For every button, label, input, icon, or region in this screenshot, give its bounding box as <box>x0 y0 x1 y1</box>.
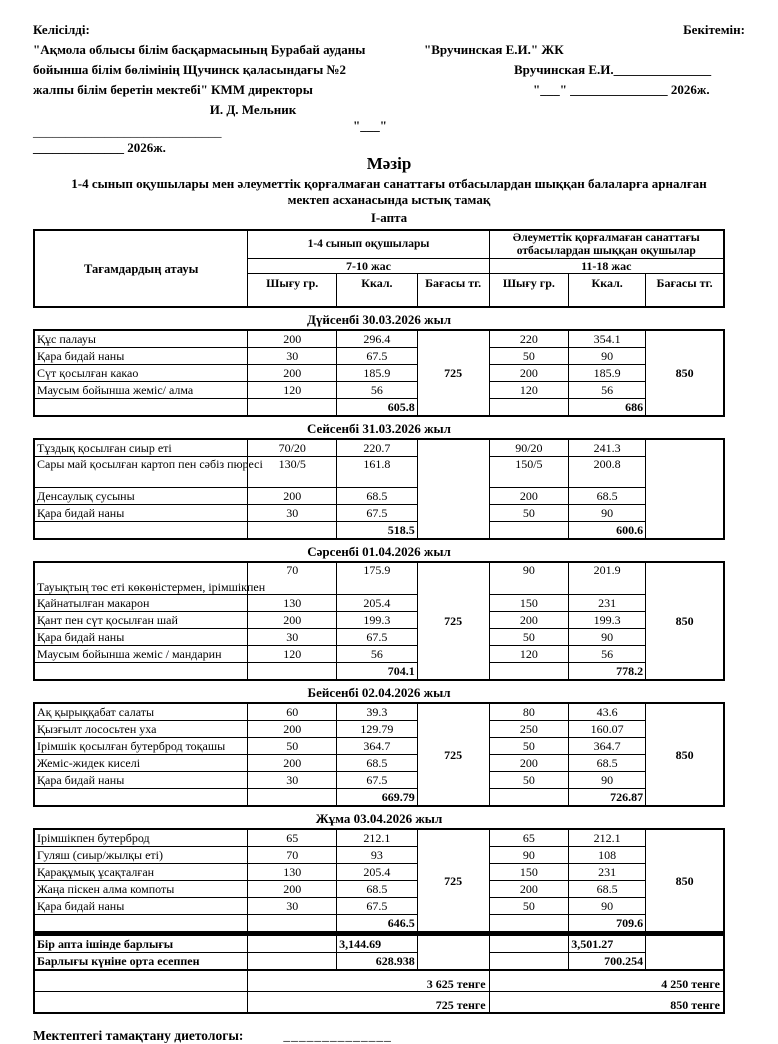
kcal-cell: 68.5 <box>569 755 646 772</box>
out-cell: 65 <box>248 829 337 847</box>
menu-content <box>33 229 725 1014</box>
kcal-cell: 205.4 <box>337 595 418 612</box>
out-column-header: Шығу гр. <box>248 274 337 308</box>
out-cell: 200 <box>248 488 337 505</box>
director-name: И. Д. Мельник <box>209 102 297 117</box>
empty-cell <box>248 953 337 971</box>
out-cell: 200 <box>248 721 337 738</box>
out-cell: 30 <box>248 772 337 789</box>
date-quote-marks: "___" <box>353 118 387 133</box>
day-total-cell: 686 <box>569 399 646 417</box>
kcal-cell: 354.1 <box>569 330 646 348</box>
out-cell: 200 <box>489 365 569 382</box>
week-price-row <box>34 970 724 992</box>
dish-row <box>34 629 724 646</box>
day-title: Сейсенбі 31.03.2026 жыл <box>307 421 451 436</box>
week-total-row <box>34 935 724 953</box>
day-section <box>33 421 725 540</box>
out-cell: 30 <box>248 505 337 522</box>
out-cell: 250 <box>489 721 569 738</box>
out-cell: 70/20 <box>248 439 337 457</box>
out-cell: 120 <box>489 382 569 399</box>
kcal-cell: 241.3 <box>569 439 646 457</box>
kcal-cell: 67.5 <box>337 772 418 789</box>
dish-row <box>34 646 724 663</box>
dish-row <box>34 829 724 847</box>
kcal-cell: 56 <box>337 646 418 663</box>
subtitle-line-2: мектеп асханасында ыстық тамақ <box>287 192 491 207</box>
kcal-cell: 175.9 <box>337 562 418 595</box>
empty-cell <box>34 663 248 681</box>
day-price-2: 850 тенге <box>489 992 724 1014</box>
out-cell: 200 <box>248 365 337 382</box>
dish-name-cell: Маусым бойынша жеміс / мандарин <box>34 646 248 663</box>
out-cell: 200 <box>248 612 337 629</box>
age1-header: 7-10 жас <box>248 259 489 274</box>
dish-name-cell: Жаңа піскен алма компоты <box>34 881 248 898</box>
day-title: Бейсенбі 02.04.2026 жыл <box>307 685 451 700</box>
kcal-cell: 56 <box>569 382 646 399</box>
summary-table <box>33 933 725 1014</box>
out-cell: 30 <box>248 898 337 915</box>
menu-header-table <box>33 229 725 308</box>
out-cell: 50 <box>489 629 569 646</box>
approved-label: Бекітемін: <box>683 22 745 37</box>
daily-average-kcal-2: 700.254 <box>569 953 646 971</box>
dish-name-cell: Қант пен сүт қосылған шай <box>34 612 248 629</box>
dish-row <box>34 864 724 881</box>
kcal-cell: 68.5 <box>569 881 646 898</box>
out-cell: 200 <box>489 488 569 505</box>
footer <box>33 1028 778 1044</box>
price-cell <box>646 439 724 539</box>
dish-name-cell: Ірімшік қосылған бутерброд тоқашы <box>34 738 248 755</box>
group-header-row <box>34 230 724 259</box>
day-menu-table <box>33 561 725 681</box>
price-cell <box>417 439 489 539</box>
out-cell: 65 <box>489 829 569 847</box>
week-total-kcal-1: 3,144.69 <box>337 935 418 953</box>
kcal-cell: 231 <box>569 595 646 612</box>
kcal-cell: 231 <box>569 864 646 881</box>
dietitian-label: Мектептегі тамақтану диетологы: <box>33 1028 244 1043</box>
out-cell: 200 <box>248 330 337 348</box>
day-total-cell: 704.1 <box>337 663 418 681</box>
org-name-line1: "Ақмола облысы білім басқармасының Бурабай ауданы <box>33 42 366 57</box>
agreed-signature-line: _____________________________ <box>33 124 222 139</box>
day-menu-table <box>33 329 725 417</box>
day-total-cell: 778.2 <box>569 663 646 681</box>
price-column-header: Бағасы тг. <box>417 274 489 308</box>
daily-average-row <box>34 953 724 971</box>
price-column-header-2: Бағасы тг. <box>646 274 724 308</box>
day-total-row <box>34 399 724 417</box>
dish-name-cell: Қара бидай наны <box>34 772 248 789</box>
out-column-header-2: Шығу гр. <box>489 274 569 308</box>
daily-average-kcal-1: 628.938 <box>337 953 418 971</box>
kcal-column-header-2: Ккал. <box>569 274 646 308</box>
dish-row <box>34 881 724 898</box>
out-cell: 220 <box>489 330 569 348</box>
day-total-cell: 709.6 <box>569 915 646 933</box>
price-cell: 725 <box>417 703 489 806</box>
kcal-cell: 68.5 <box>569 488 646 505</box>
empty-cell <box>34 915 248 933</box>
dish-row <box>34 365 724 382</box>
kcal-cell: 56 <box>337 382 418 399</box>
out-cell: 30 <box>248 629 337 646</box>
week-total-label: Бір апта ішінде барлығы <box>34 935 248 953</box>
empty-cell <box>489 522 569 540</box>
week-price-1: 3 625 тенге <box>248 970 489 992</box>
kcal-cell: 67.5 <box>337 348 418 365</box>
org-name-line2: бойынша білім бөлімінің Щучинск қаласындағы №2 <box>33 62 347 77</box>
day-price-row <box>34 992 724 1014</box>
kcal-cell: 161.8 <box>337 457 418 488</box>
day-price-1: 725 тенге <box>248 992 489 1014</box>
dish-row <box>34 330 724 348</box>
empty-cell <box>248 663 337 681</box>
dish-row <box>34 382 724 399</box>
dish-row <box>34 439 724 457</box>
price-cell: 725 <box>417 562 489 680</box>
empty-cell <box>248 915 337 933</box>
empty-cell <box>489 663 569 681</box>
kcal-cell: 90 <box>569 629 646 646</box>
day-section <box>33 685 725 807</box>
out-cell: 50 <box>489 505 569 522</box>
day-menu-table <box>33 702 725 807</box>
out-cell: 30 <box>248 348 337 365</box>
kcal-cell: 199.3 <box>337 612 418 629</box>
dish-name-cell: Қара бидай наны <box>34 505 248 522</box>
kcal-cell: 199.3 <box>569 612 646 629</box>
day-blocks <box>33 312 725 933</box>
day-title: Жұма 03.04.2026 жыл <box>315 811 443 826</box>
kcal-cell: 90 <box>569 505 646 522</box>
empty-cell <box>248 399 337 417</box>
dish-name-cell: Тұздық қосылған сиыр еті <box>34 439 248 457</box>
out-cell: 50 <box>489 772 569 789</box>
dish-name-cell: Маусым бойынша жеміс/ алма <box>34 382 248 399</box>
out-cell: 150 <box>489 595 569 612</box>
group2-header: Әлеуметтік қорғалмаған санаттағы отбасылардан шыққан оқушылар <box>489 230 724 259</box>
out-cell: 200 <box>248 755 337 772</box>
dish-row <box>34 703 724 721</box>
kcal-cell: 68.5 <box>337 881 418 898</box>
empty-cell <box>34 399 248 417</box>
out-cell: 70 <box>248 847 337 864</box>
kcal-cell: 160.07 <box>569 721 646 738</box>
dish-name-cell: Ірімшікпен бутерброд <box>34 829 248 847</box>
dish-name-cell: Қайнатылған макарон <box>34 595 248 612</box>
day-menu-table <box>33 438 725 540</box>
kcal-cell: 67.5 <box>337 629 418 646</box>
day-total-cell: 600.6 <box>569 522 646 540</box>
out-cell: 200 <box>248 881 337 898</box>
out-cell: 120 <box>248 646 337 663</box>
kcal-cell: 56 <box>569 646 646 663</box>
out-cell: 50 <box>489 738 569 755</box>
out-cell: 90/20 <box>489 439 569 457</box>
dish-row <box>34 772 724 789</box>
empty-cell <box>489 915 569 933</box>
kcal-cell: 68.5 <box>337 488 418 505</box>
page-title: Мәзір <box>366 154 412 173</box>
price-cell: 725 <box>417 829 489 932</box>
empty-cell <box>34 522 248 540</box>
dish-name-cell: Ақ қырыққабат салаты <box>34 703 248 721</box>
kcal-cell: 108 <box>569 847 646 864</box>
out-cell: 50 <box>489 348 569 365</box>
empty-cell <box>489 789 569 807</box>
dish-row <box>34 612 724 629</box>
dish-row <box>34 721 724 738</box>
day-total-row <box>34 663 724 681</box>
price-cell: 850 <box>646 562 724 680</box>
empty-price-cell <box>417 935 489 971</box>
dish-name-cell: Гуляш (сиыр/жылқы еті) <box>34 847 248 864</box>
kcal-cell: 212.1 <box>569 829 646 847</box>
approver-company: "Вручинская Е.И." ЖК <box>424 42 564 57</box>
kcal-cell: 185.9 <box>569 365 646 382</box>
empty-cell <box>34 992 248 1014</box>
empty-price-cell <box>646 935 724 971</box>
empty-cell <box>34 789 248 807</box>
kcal-cell: 200.8 <box>569 457 646 488</box>
dish-name-cell: Қызғылт лососьтен уха <box>34 721 248 738</box>
out-cell: 80 <box>489 703 569 721</box>
day-section <box>33 312 725 417</box>
kcal-cell: 201.9 <box>569 562 646 595</box>
agreed-date-line: ______________ 2026ж. <box>33 140 166 155</box>
day-section <box>33 544 725 681</box>
out-cell: 120 <box>248 382 337 399</box>
out-cell: 130/5 <box>248 457 337 488</box>
day-total-cell: 605.8 <box>337 399 418 417</box>
out-cell: 200 <box>489 612 569 629</box>
out-cell: 70 <box>248 562 337 595</box>
kcal-cell: 220.7 <box>337 439 418 457</box>
day-total-row <box>34 789 724 807</box>
empty-cell <box>489 935 569 953</box>
price-cell: 850 <box>646 703 724 806</box>
kcal-cell: 90 <box>569 898 646 915</box>
out-cell: 90 <box>489 562 569 595</box>
dish-row <box>34 488 724 505</box>
subtitle-line-1: 1-4 сынып оқушылары мен әлеуметтік қорғалмаған санаттағы отбасылардан шыққан балаларға арналған <box>71 176 707 191</box>
dish-row <box>34 898 724 915</box>
kcal-cell: 90 <box>569 772 646 789</box>
dish-row <box>34 505 724 522</box>
day-total-row <box>34 522 724 540</box>
day-section <box>33 811 725 933</box>
kcal-cell: 296.4 <box>337 330 418 348</box>
price-cell: 850 <box>646 829 724 932</box>
dish-name-cell: Қара бидай наны <box>34 348 248 365</box>
dish-row <box>34 847 724 864</box>
dish-row <box>34 562 724 595</box>
day-total-cell: 646.5 <box>337 915 418 933</box>
price-cell: 850 <box>646 330 724 416</box>
dish-name-cell: Тауықтың төс еті көкөністермен, ірімшікпен <box>34 562 248 595</box>
age2-header: 11-18 жас <box>489 259 724 274</box>
kcal-cell: 67.5 <box>337 898 418 915</box>
out-cell: 150 <box>489 864 569 881</box>
group1-header: 1-4 сынып оқушылары <box>248 230 489 259</box>
out-cell: 200 <box>489 755 569 772</box>
dish-name-cell: Сары май қосылған картоп пен сәбіз пюресі <box>34 457 248 488</box>
week-label: І-апта <box>370 210 408 225</box>
price-cell: 725 <box>417 330 489 416</box>
approver-signature-line: Вручинская Е.И._______________ <box>514 62 712 77</box>
dietitian-signature-line: ______________ <box>283 1028 392 1043</box>
day-total-cell: 669.79 <box>337 789 418 807</box>
out-cell: 130 <box>248 864 337 881</box>
dish-row <box>34 755 724 772</box>
out-cell: 60 <box>248 703 337 721</box>
kcal-cell: 205.4 <box>337 864 418 881</box>
out-cell: 90 <box>489 847 569 864</box>
empty-cell <box>34 970 248 992</box>
week-total-kcal-2: 3,501.27 <box>569 935 646 953</box>
kcal-cell: 185.9 <box>337 365 418 382</box>
agreed-label: Келісілді: <box>33 22 90 37</box>
day-total-cell: 518.5 <box>337 522 418 540</box>
out-cell: 50 <box>248 738 337 755</box>
dish-row <box>34 738 724 755</box>
dish-name-cell: Құс палауы <box>34 330 248 348</box>
day-title: Сәрсенбі 01.04.2026 жыл <box>307 544 451 559</box>
out-cell: 150/5 <box>489 457 569 488</box>
dish-name-cell: Жеміс-жидек киселі <box>34 755 248 772</box>
dish-name-cell: Қара бидай наны <box>34 629 248 646</box>
dish-name-cell: Денсаулық сусыны <box>34 488 248 505</box>
org-name-line3: жалпы білім беретін мектебі" КММ директоры <box>33 82 313 97</box>
dish-row <box>34 457 724 488</box>
out-cell: 200 <box>489 881 569 898</box>
day-title: Дүйсенбі 30.03.2026 жыл <box>306 312 452 327</box>
kcal-cell: 364.7 <box>337 738 418 755</box>
empty-cell <box>248 935 337 953</box>
kcal-cell: 212.1 <box>337 829 418 847</box>
document-header <box>0 0 778 155</box>
kcal-cell: 68.5 <box>337 755 418 772</box>
kcal-cell: 93 <box>337 847 418 864</box>
kcal-cell: 43.6 <box>569 703 646 721</box>
day-menu-table <box>33 828 725 933</box>
kcal-cell: 39.3 <box>337 703 418 721</box>
out-cell: 120 <box>489 646 569 663</box>
kcal-cell: 129.79 <box>337 721 418 738</box>
out-cell: 130 <box>248 595 337 612</box>
day-total-row <box>34 915 724 933</box>
day-total-cell: 726.87 <box>569 789 646 807</box>
empty-cell <box>248 789 337 807</box>
week-price-2: 4 250 тенге <box>489 970 724 992</box>
kcal-cell: 364.7 <box>569 738 646 755</box>
kcal-cell: 90 <box>569 348 646 365</box>
dish-name-cell: Қара бидай наны <box>34 898 248 915</box>
dish-row <box>34 595 724 612</box>
empty-cell <box>489 953 569 971</box>
empty-cell <box>489 399 569 417</box>
dish-name-cell: Қарақұмық ұсақталған <box>34 864 248 881</box>
approver-date-line: "___" _______________ 2026ж. <box>533 82 710 97</box>
daily-average-label: Барлығы күніне орта есеппен <box>34 953 248 971</box>
empty-cell <box>248 522 337 540</box>
dish-column-header: Тағамдардың атауы <box>34 230 248 307</box>
out-cell: 50 <box>489 898 569 915</box>
dish-row <box>34 348 724 365</box>
kcal-column-header: Ккал. <box>337 274 418 308</box>
kcal-cell: 67.5 <box>337 505 418 522</box>
dish-name-cell: Сүт қосылған какао <box>34 365 248 382</box>
